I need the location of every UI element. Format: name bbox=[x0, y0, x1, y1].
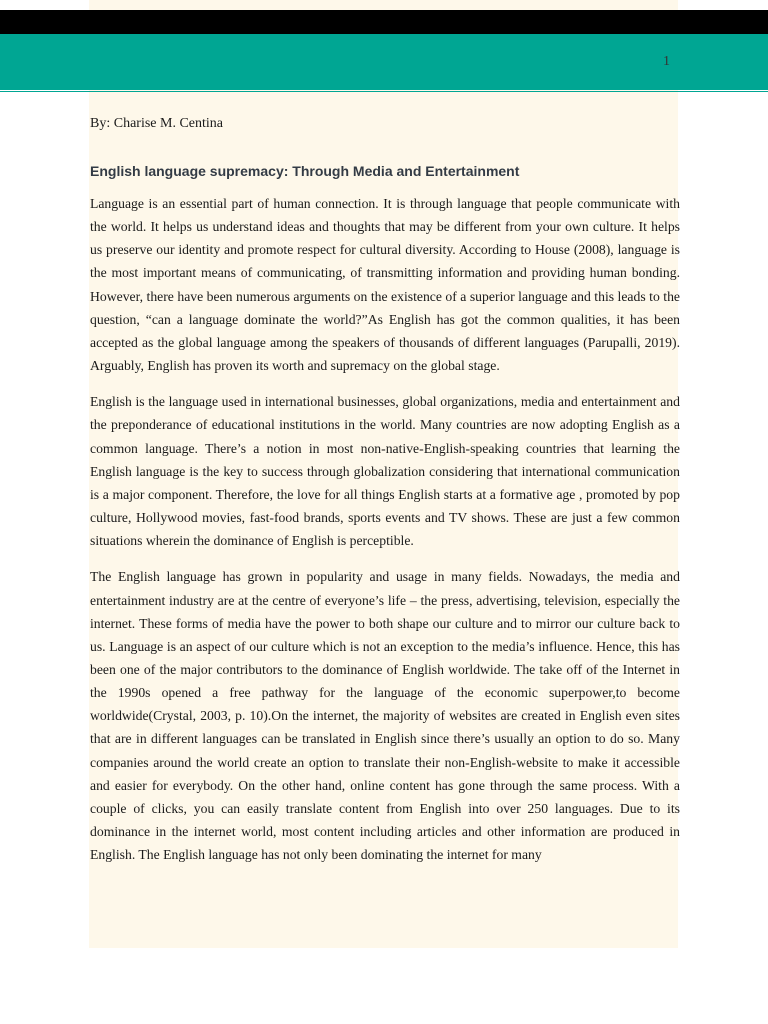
document-body bbox=[90, 192, 680, 879]
document-heading: English language supremacy: Through Media and Entertainment bbox=[90, 163, 520, 179]
paragraph-3: The English language has grown in popularity and usage in many fields. Nowadays, the media and entertainment industry are at the centre of everyone’s life – the press, advertising, television, especially the internet. These forms of media have the power to both shape our culture and to mirror our culture back to us. Language is an aspect of our culture which is not an exception to the media’s influence. Hence, this has been one of the major contributors to the dominance of English worldwide. The take off of the Internet in the 1990s opened a free pathway for the language of the economic superpower,to become worldwide(Crystal, 2003, p. 10).On the internet, the majority of websites are created in English even sites that are in different languages can be translated in English since there’s usually an option to do so. Many companies around the world create an option to translate their non-English-website to make it accessible and easier for everybody. On the other hand, online content has gone through the same process. With a couple of clicks, you can easily translate content from English into over 250 languages. Due to its dominance in the internet world, most content including articles and other information are produced in English. The English language has not only been dominating the internet for many bbox=[90, 569, 680, 863]
paragraph-1: Language is an essential part of human connection. It is through language that people communicate with the world. It helps us understand ideas and thoughts that may be different from your own culture. It helps us preserve our identity and promote respect for cultural diversity. According to House (2008), language is the most important means of communicating, of transmitting information and providing human bonding. However, there have been numerous arguments on the existence of a superior language and this leads to the question, “can a language dominate the world?”As English has got the common qualities, it has been accepted as the global language among the speakers of thousands of different languages (Parupalli, 2019). Arguably, English has proven its worth and supremacy on the global stage. bbox=[90, 196, 680, 374]
page-number: 1 bbox=[663, 54, 670, 69]
author-line: By: Charise M. Centina bbox=[90, 116, 223, 131]
header-divider-line bbox=[0, 91, 768, 92]
paragraph-2: English is the language used in international businesses, global organizations, media and entertainment and the preponderance of educational institutions in the world. Many countries are now adopting English as a common language. There’s a notion in most non-native-English-speaking countries that learning the English language is the key to success through globalization considering that international communication is a major component. Therefore, the love for all things English starts at a formative age , promoted by pop culture, Hollywood movies, fast-food brands, sports events and TV shows. These are just a few common situations wherein the dominance of English is perceptible. bbox=[90, 394, 680, 549]
top-black-bar bbox=[0, 10, 768, 34]
